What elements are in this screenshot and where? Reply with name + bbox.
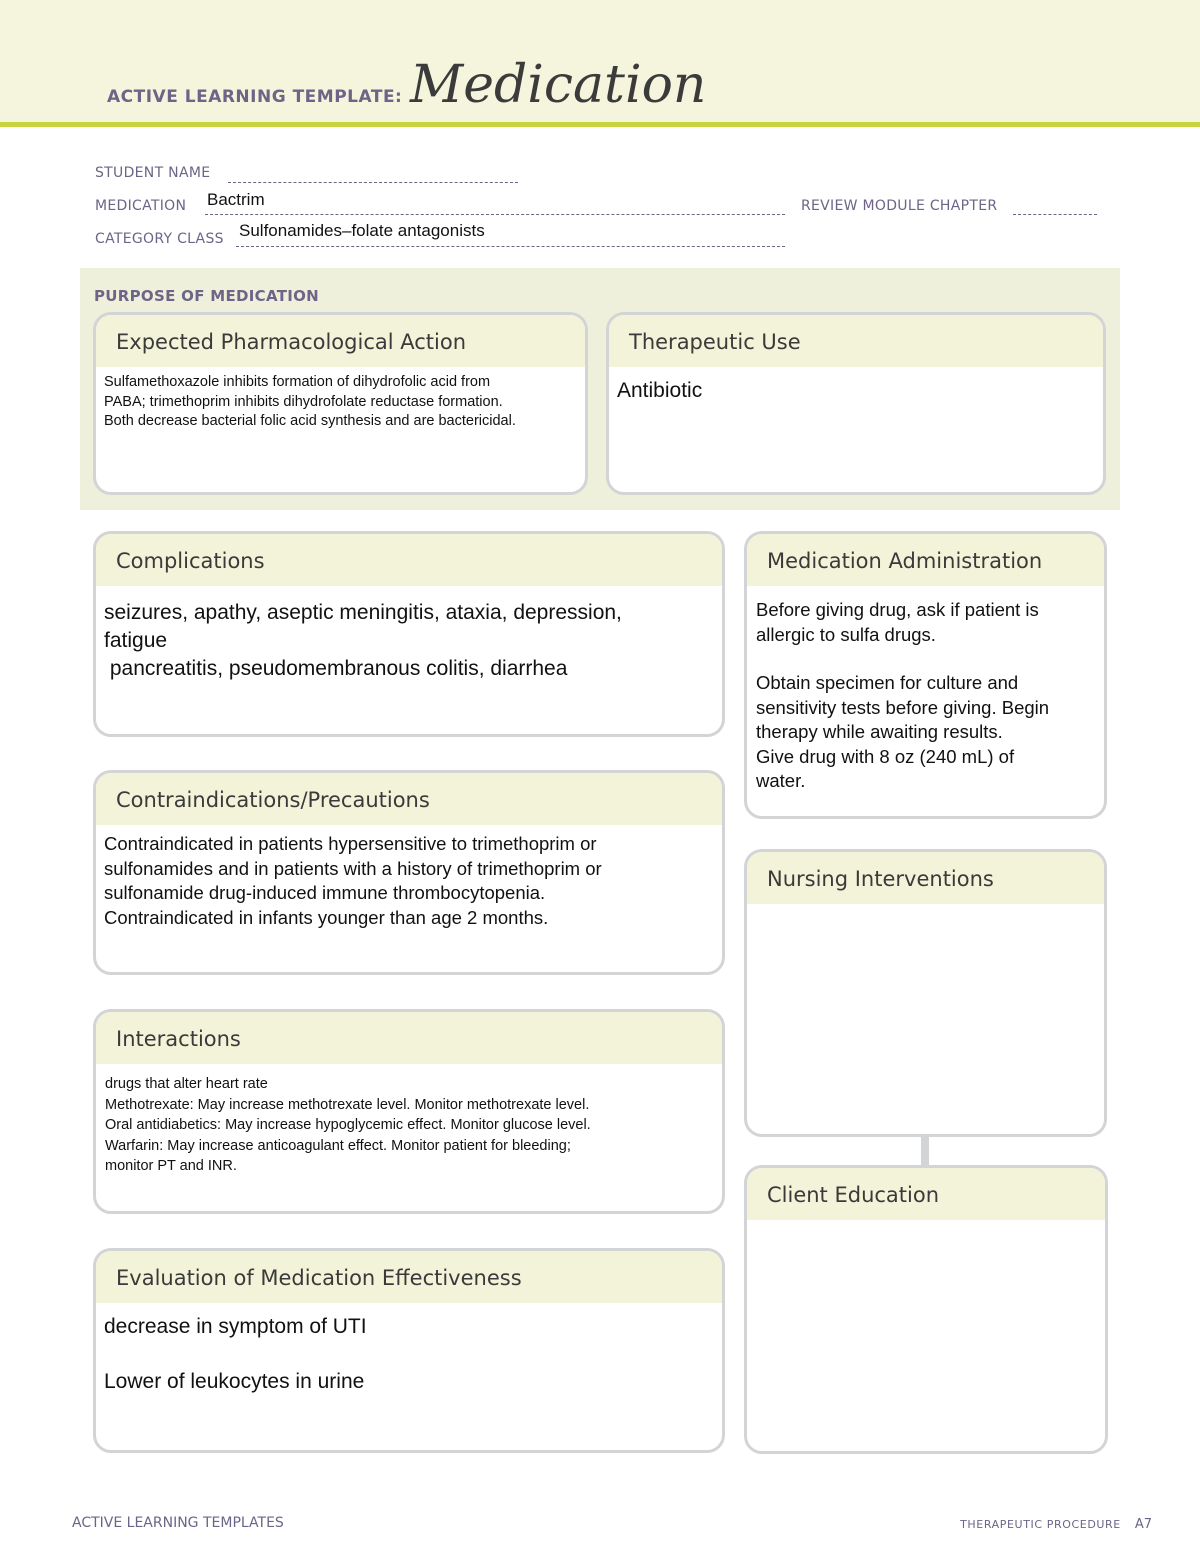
nursing-interventions-card xyxy=(744,849,1107,1137)
text-line: allergic to sulfa drugs. xyxy=(756,623,936,645)
client-education-text[interactable] xyxy=(747,1220,1105,1232)
nursing-interventions-text[interactable] xyxy=(747,904,1104,916)
text-line: sulfonamide drug-induced immune thrombocytopenia. xyxy=(104,882,546,903)
administration-card xyxy=(744,531,1107,819)
text-line: Contraindicated in infants younger than age 2 months. xyxy=(104,906,549,928)
contraindications-card xyxy=(93,770,725,975)
contraindications-text[interactable] xyxy=(96,825,722,936)
text-line: Warfarin: May increase anticoagulant effect. Monitor patient for bleeding; xyxy=(105,1137,571,1154)
interactions-text[interactable] xyxy=(96,1064,722,1183)
purpose-label: PURPOSE OF MEDICATION xyxy=(94,287,320,305)
text-line: Sulfamethoxazole inhibits formation of dihydrofolic acid from xyxy=(104,374,491,390)
client-education-card xyxy=(744,1165,1108,1454)
text-line: monitor PT and INR. xyxy=(105,1158,237,1174)
nursing-interventions-title: Nursing Interventions xyxy=(747,852,1104,904)
template-label: ACTIVE LEARNING TEMPLATE: xyxy=(107,87,403,107)
text-line: Oral antidiabetics: May increase hypoglycemic effect. Monitor glucose level. xyxy=(105,1117,591,1133)
administration-text[interactable] xyxy=(747,586,1104,800)
header-rule xyxy=(0,122,1200,127)
interactions-title: Interactions xyxy=(96,1012,722,1064)
footer-left: ACTIVE LEARNING TEMPLATES xyxy=(72,1515,284,1531)
medication-label: MEDICATION xyxy=(95,198,187,214)
expected-action-text[interactable] xyxy=(96,367,585,438)
text-line: pancreatitis, pseudomembranous colitis, diarrhea xyxy=(104,657,568,680)
medication-field[interactable] xyxy=(205,214,785,215)
text-line: drugs that alter heart rate xyxy=(105,1076,268,1092)
expected-action-card xyxy=(93,312,588,495)
student-name-label: STUDENT NAME xyxy=(95,165,211,181)
category-class-value: Sulfonamides–folate antagonists xyxy=(239,221,485,240)
footer-section: THERAPEUTIC PROCEDURE xyxy=(960,1518,1121,1531)
text-line: Contraindicated in patients hypersensitive to trimethoprim or xyxy=(104,833,597,854)
evaluation-text[interactable] xyxy=(96,1303,722,1402)
complications-text[interactable] xyxy=(96,586,722,689)
text-line: water. xyxy=(756,770,806,791)
contraindications-title: Contraindications/Precautions xyxy=(96,773,722,825)
category-class-field[interactable] xyxy=(236,246,785,247)
text-line: Methotrexate: May increase methotrexate level. Monitor methotrexate level. xyxy=(105,1096,590,1113)
text-line: decrease in symptom of UTI xyxy=(104,1315,367,1338)
medication-value: Bactrim xyxy=(207,190,265,209)
text-line: fatigue xyxy=(104,629,168,652)
evaluation-card xyxy=(93,1248,725,1453)
connector xyxy=(921,1135,929,1167)
evaluation-title: Evaluation of Medication Effectiveness xyxy=(96,1251,722,1303)
text-line: Lower of leukocytes in urine xyxy=(104,1370,365,1393)
text-line: sensitivity tests before giving. Begin xyxy=(756,696,1050,718)
review-module-field[interactable] xyxy=(1013,214,1097,215)
expected-action-title: Expected Pharmacological Action xyxy=(96,315,585,367)
administration-title: Medication Administration xyxy=(747,534,1104,586)
text-line: Obtain specimen for culture and xyxy=(756,672,1019,693)
page-title: Medication xyxy=(410,55,707,115)
text-line: sulfonamides and in patients with a history of trimethoprim or xyxy=(104,857,602,879)
student-name-field[interactable] xyxy=(228,182,518,183)
review-module-label: REVIEW MODULE CHAPTER xyxy=(801,198,998,214)
footer-right xyxy=(960,1517,1152,1532)
text-line: PABA; trimethoprim inhibits dihydrofolate reductase formation. xyxy=(104,393,503,410)
text-line: therapy while awaiting results. xyxy=(756,721,1003,742)
client-education-title: Client Education xyxy=(747,1168,1105,1220)
page-number: A7 xyxy=(1134,1517,1152,1532)
category-class-label: CATEGORY CLASS xyxy=(95,231,224,247)
interactions-card xyxy=(93,1009,725,1214)
text-line: Give drug with 8 oz (240 mL) of xyxy=(756,745,1015,767)
text-line: Before giving drug, ask if patient is xyxy=(756,599,1039,620)
complications-title: Complications xyxy=(96,534,722,586)
text-line: seizures, apathy, aseptic meningitis, ataxia, depression, xyxy=(104,601,622,624)
therapeutic-use-card xyxy=(606,312,1106,495)
complications-card xyxy=(93,531,725,737)
text-line: Both decrease bacterial folic acid synthesis and are bactericidal. xyxy=(104,413,516,429)
therapeutic-use-title: Therapeutic Use xyxy=(609,315,1103,367)
therapeutic-use-text[interactable]: Antibiotic xyxy=(617,379,703,402)
